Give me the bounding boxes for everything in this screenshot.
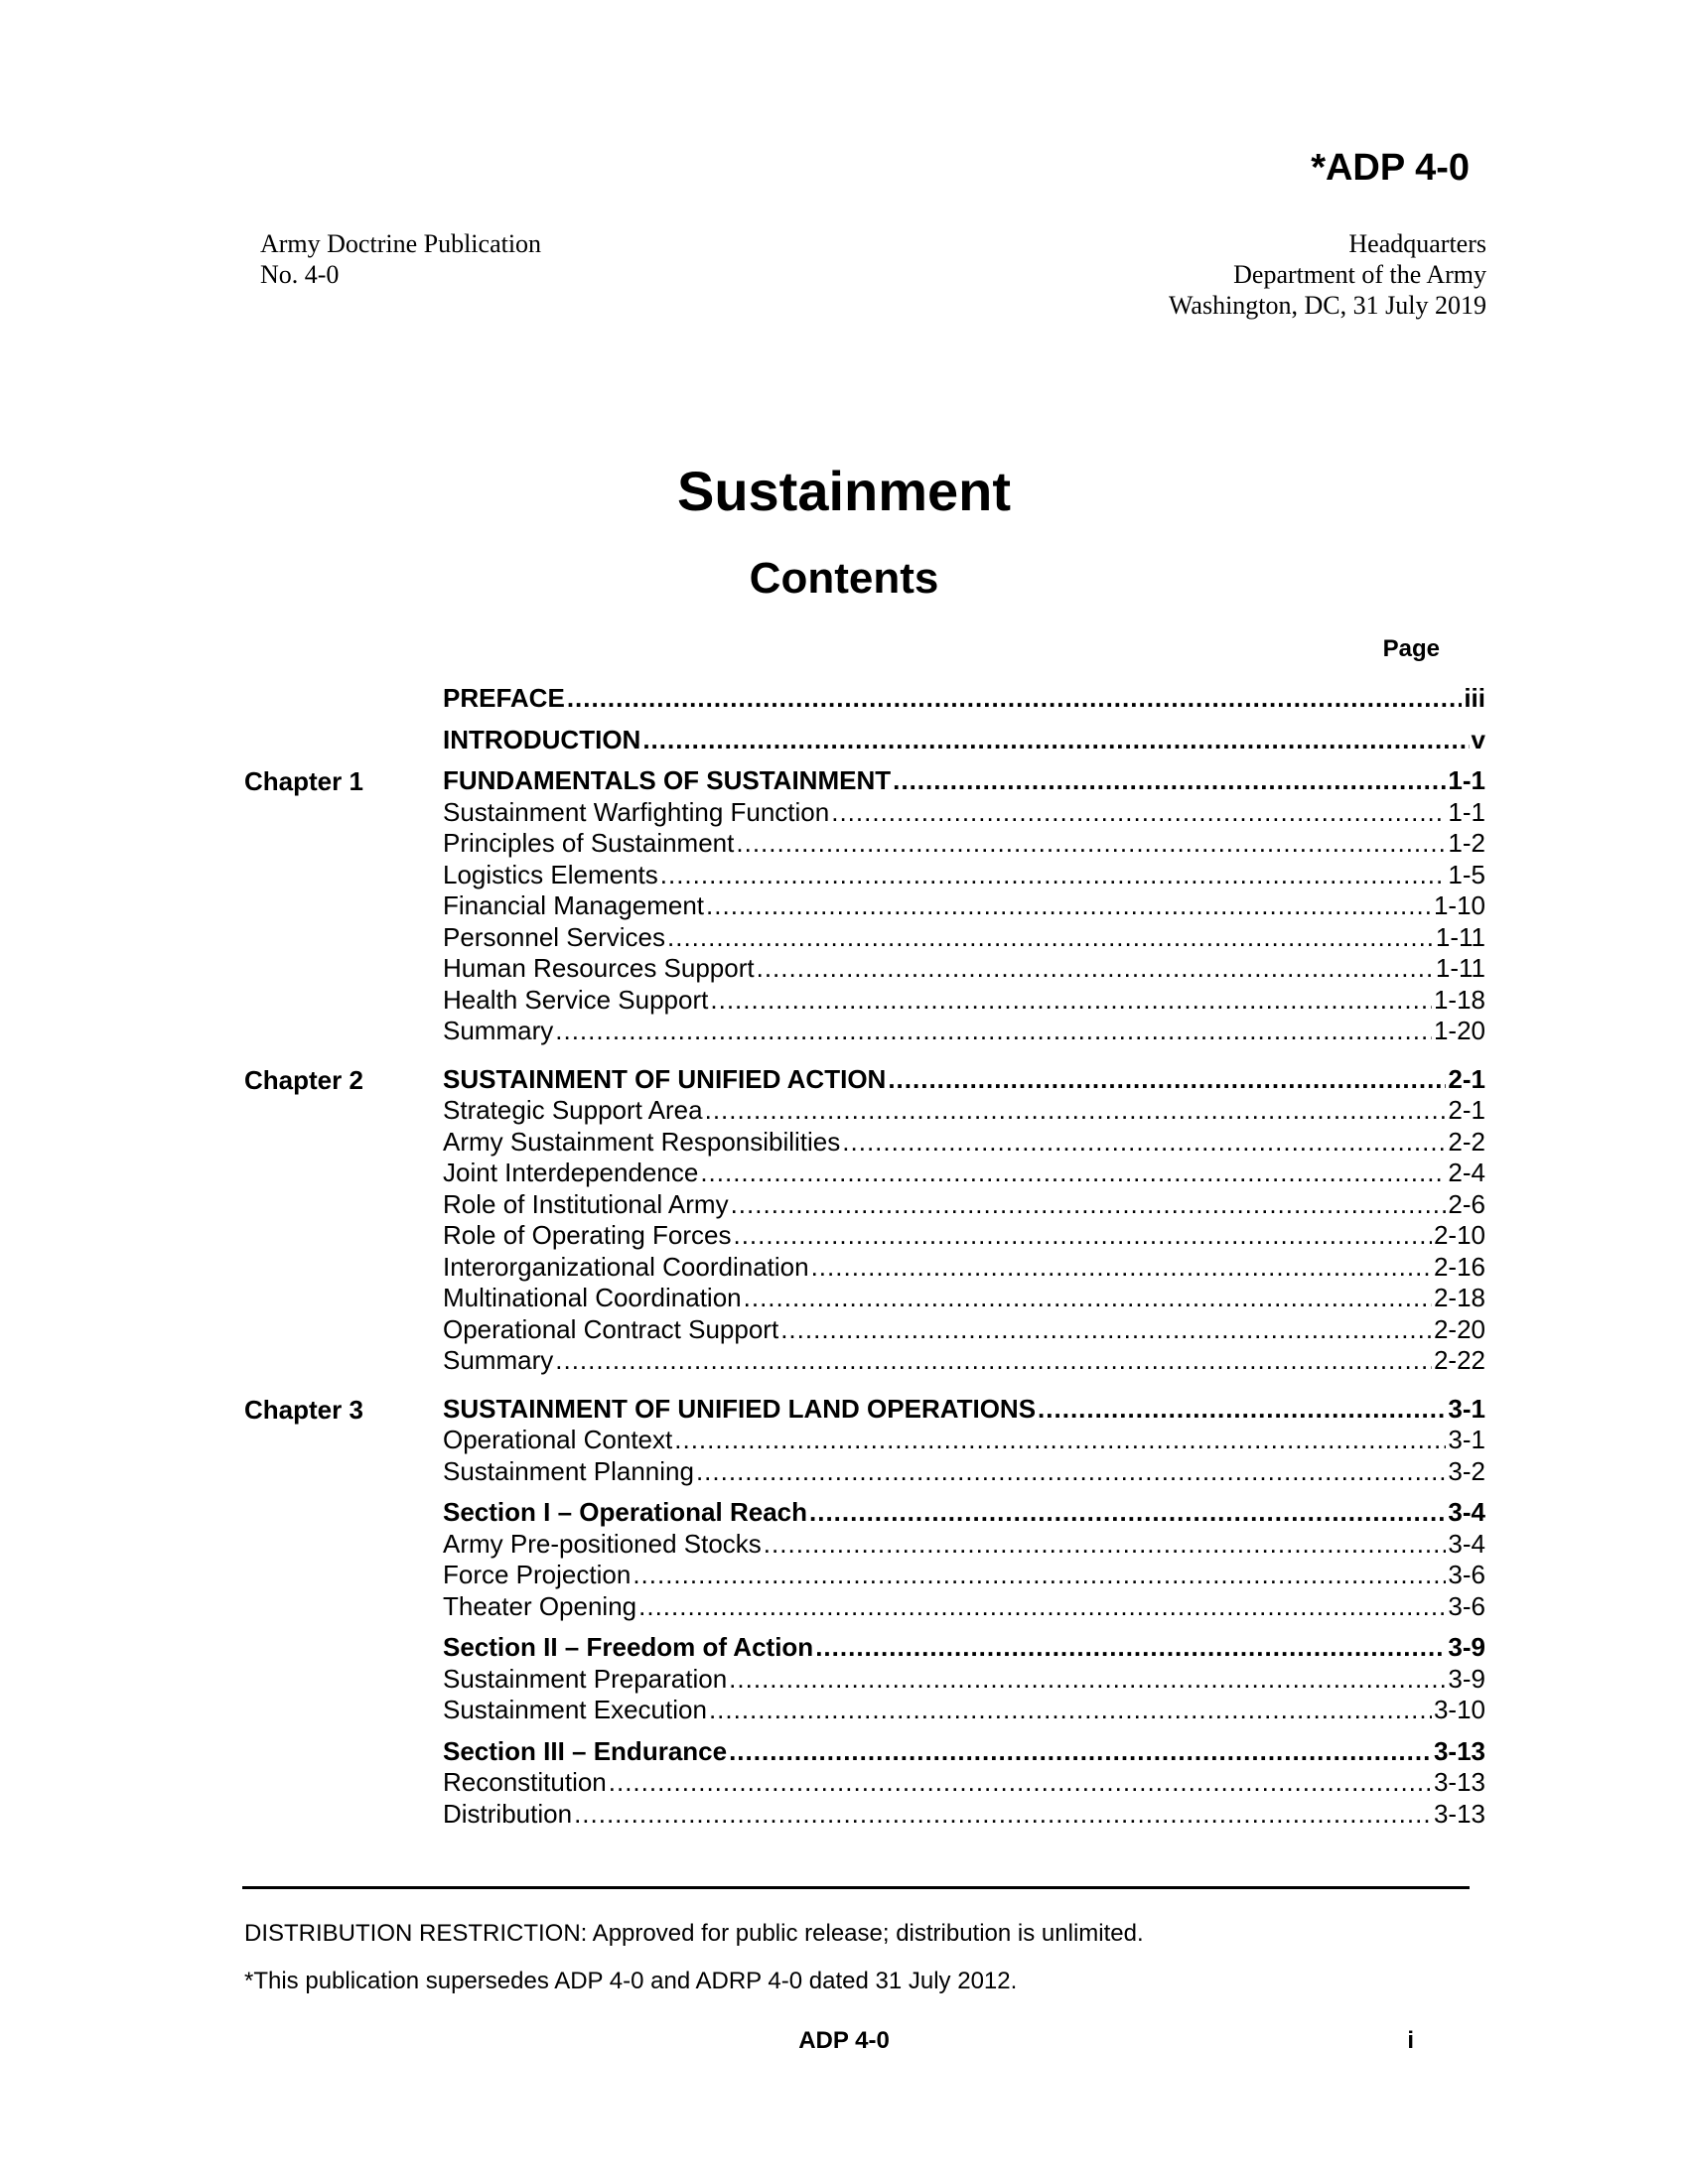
toc-entry[interactable] xyxy=(443,1425,1485,1456)
footnote-divider xyxy=(242,1886,1470,1889)
dot-leader xyxy=(700,1158,1446,1189)
dot-leader xyxy=(831,797,1446,829)
toc-entry-list xyxy=(443,1664,1485,1726)
toc-entry-label: Sustainment Planning xyxy=(443,1455,694,1486)
toc-entry-list xyxy=(443,1425,1485,1487)
issue-date: Washington, DC, 31 July 2019 xyxy=(1168,291,1486,320)
publication-type: Army Doctrine Publication xyxy=(260,229,542,258)
document-id: *ADP 4-0 xyxy=(1311,147,1470,189)
dot-leader xyxy=(811,1252,1432,1284)
toc-entry[interactable] xyxy=(443,1695,1485,1726)
toc-entry-page: 1-2 xyxy=(1448,828,1485,858)
toc-entry[interactable] xyxy=(443,1345,1485,1377)
toc-entry[interactable] xyxy=(443,860,1485,891)
toc-chapter-title[interactable]: SUSTAINMENT OF UNIFIED ACTION ..... 2-1 xyxy=(443,1064,1485,1096)
toc-entry-page: 2-1 xyxy=(1448,1095,1485,1125)
dot-leader xyxy=(638,1591,1446,1623)
footer-doc-id: ADP 4-0 xyxy=(798,2027,890,2054)
toc-entry-label: Logistics Elements xyxy=(443,859,658,889)
toc-entry-label: Strategic Support Area xyxy=(443,1095,703,1125)
issuer-line-1: Headquarters xyxy=(1348,229,1486,258)
toc-chapter-2 xyxy=(244,1064,1485,1377)
toc-entry-page: 2-4 xyxy=(1448,1158,1485,1187)
dot-leader xyxy=(731,1189,1447,1221)
dot-leader xyxy=(555,1345,1432,1377)
toc-entry[interactable] xyxy=(443,1799,1485,1831)
toc-entry[interactable] xyxy=(443,1456,1485,1488)
toc-entry-page: 2-22 xyxy=(1433,1345,1485,1375)
toc-entry-page: 1-5 xyxy=(1448,859,1485,889)
toc-entry-label: Reconstitution xyxy=(443,1767,607,1797)
toc-entry-label: Human Resources Support xyxy=(443,953,755,983)
toc-entry-page: 2-16 xyxy=(1433,1251,1485,1282)
dot-leader xyxy=(744,1283,1432,1314)
toc-entry-page: 1-18 xyxy=(1433,984,1485,1015)
toc-entry-page: 3-6 xyxy=(1448,1560,1485,1589)
toc-entry-page: 3-2 xyxy=(1448,1455,1485,1486)
toc-chapter-3 xyxy=(244,1394,1485,1831)
toc-entry[interactable] xyxy=(443,985,1485,1017)
toc-entry-label: Financial Management xyxy=(443,890,705,920)
toc-entry[interactable] xyxy=(443,828,1485,860)
toc-entry[interactable] xyxy=(443,1127,1485,1159)
toc-entry-page: 2-20 xyxy=(1433,1313,1485,1344)
toc-entry[interactable] xyxy=(443,1560,1485,1591)
dot-leader xyxy=(780,1314,1432,1346)
toc-entry-page: 1-1 xyxy=(1448,796,1485,827)
toc-entry-label: Sustainment Warfighting Function xyxy=(443,796,830,827)
toc-entry[interactable] xyxy=(443,1158,1485,1189)
toc-entry-page: 3-13 xyxy=(1433,1767,1485,1797)
toc-entry-page: 3-9 xyxy=(1448,1663,1485,1694)
dot-leader xyxy=(757,953,1434,985)
toc-entry-label: Theater Opening xyxy=(443,1590,637,1621)
toc-entry-page: 1-20 xyxy=(1433,1016,1485,1045)
toc-entry-label: Role of Operating Forces xyxy=(443,1220,732,1250)
toc-entry[interactable] xyxy=(443,1767,1485,1799)
toc-entry-label: Health Service Support xyxy=(443,984,709,1015)
toc-entry-label: Sustainment Preparation xyxy=(443,1663,728,1694)
toc-entry-list xyxy=(443,1767,1485,1830)
toc-entry[interactable] xyxy=(443,797,1485,829)
document-title: Sustainment xyxy=(676,460,1012,522)
toc-entry-list xyxy=(443,1529,1485,1623)
toc-entry[interactable] xyxy=(443,1283,1485,1314)
table-of-contents xyxy=(244,683,1485,1830)
toc-entry-preface[interactable]: PREFACE ..... iii xyxy=(443,683,1485,715)
publication-number: No. 4-0 xyxy=(260,260,340,289)
toc-front-matter xyxy=(244,683,1485,755)
toc-entry-label: Personnel Services xyxy=(443,921,665,952)
contents-heading: Contents xyxy=(749,554,939,603)
toc-section-title[interactable]: Section I – Operational Reach ..... 3-4 xyxy=(443,1497,1485,1529)
chapter-label: Chapter 1 xyxy=(244,766,363,796)
toc-entry-page: 2-6 xyxy=(1448,1188,1485,1219)
dot-leader xyxy=(736,828,1446,860)
toc-entry[interactable] xyxy=(443,890,1485,922)
toc-entry[interactable] xyxy=(443,1591,1485,1623)
dot-leader xyxy=(667,922,1434,954)
toc-entry-label: Operational Context xyxy=(443,1425,673,1454)
toc-entry-introduction[interactable]: INTRODUCTION ..... v xyxy=(443,725,1485,756)
toc-section-title[interactable]: Section II – Freedom of Action ..... 3-9 xyxy=(443,1632,1485,1664)
dot-leader xyxy=(705,1095,1447,1127)
toc-entry[interactable] xyxy=(443,1095,1485,1127)
toc-section-title[interactable]: Section III – Endurance ..... 3-13 xyxy=(443,1736,1485,1768)
dot-leader xyxy=(764,1529,1447,1561)
toc-entry-list xyxy=(443,797,1485,1047)
toc-entry-page: 1-11 xyxy=(1435,953,1485,983)
chapter-label: Chapter 3 xyxy=(244,1394,363,1425)
toc-chapter-title[interactable]: SUSTAINMENT OF UNIFIED LAND OPERATIONS ..... 3-1 xyxy=(443,1394,1485,1426)
dot-leader xyxy=(706,890,1432,922)
toc-entry[interactable] xyxy=(443,1252,1485,1284)
dot-leader xyxy=(633,1560,1446,1591)
toc-entry-list xyxy=(443,1095,1485,1377)
toc-entry-page: 3-13 xyxy=(1433,1798,1485,1829)
toc-entry[interactable] xyxy=(443,1314,1485,1346)
toc-entry-page: 2-18 xyxy=(1433,1283,1485,1312)
toc-entry-label: Summary xyxy=(443,1345,554,1375)
publication-info xyxy=(260,228,541,290)
toc-entry-page: 3-6 xyxy=(1448,1590,1485,1621)
dot-leader xyxy=(674,1425,1446,1456)
toc-entry[interactable] xyxy=(443,922,1485,954)
toc-entry[interactable] xyxy=(443,1189,1485,1221)
toc-entry-page: 1-10 xyxy=(1433,890,1485,920)
toc-entry-page: 2-10 xyxy=(1433,1220,1485,1250)
dot-leader xyxy=(555,1016,1432,1047)
issuer-info xyxy=(1169,228,1486,321)
toc-entry-label: Army Sustainment Responsibilities xyxy=(443,1126,841,1157)
toc-entry-label: Sustainment Execution xyxy=(443,1695,707,1724)
toc-entry-label: Principles of Sustainment xyxy=(443,828,735,858)
toc-entry[interactable] xyxy=(443,953,1485,985)
toc-entry-label: Operational Contract Support xyxy=(443,1313,779,1344)
toc-entry-page: 3-1 xyxy=(1448,1425,1485,1454)
dot-leader xyxy=(696,1456,1446,1488)
page-column-label: Page xyxy=(1382,635,1440,662)
dot-leader xyxy=(574,1799,1432,1831)
toc-entry-label: Joint Interdependence xyxy=(443,1158,699,1187)
toc-chapter-title[interactable]: FUNDAMENTALS OF SUSTAINMENT ..... 1-1 xyxy=(443,765,1485,797)
toc-entry[interactable] xyxy=(443,1529,1485,1561)
toc-entry-page: 3-10 xyxy=(1433,1695,1485,1724)
dot-leader xyxy=(842,1127,1446,1159)
toc-entry-label: Interorganizational Coordination xyxy=(443,1251,809,1282)
toc-entry[interactable] xyxy=(443,1664,1485,1696)
dot-leader xyxy=(609,1767,1432,1799)
distribution-restriction: DISTRIBUTION RESTRICTION: Approved for public release; distribution is unlimited. xyxy=(244,1920,1144,1947)
issuer-line-2: Department of the Army xyxy=(1233,260,1486,289)
toc-entry[interactable] xyxy=(443,1220,1485,1252)
dot-leader xyxy=(660,860,1447,891)
chapter-label: Chapter 2 xyxy=(244,1064,363,1095)
toc-entry[interactable] xyxy=(443,1016,1485,1047)
toc-entry-page: 1-11 xyxy=(1435,921,1485,952)
dot-leader xyxy=(710,985,1432,1017)
dot-leader xyxy=(709,1695,1432,1726)
supersedes-note: *This publication supersedes ADP 4-0 and ADRP 4-0 dated 31 July 2012. xyxy=(244,1968,1018,1994)
toc-entry-label: Role of Institutional Army xyxy=(443,1188,729,1219)
toc-entry-page: 3-4 xyxy=(1448,1528,1485,1559)
toc-entry-page: 2-2 xyxy=(1448,1126,1485,1157)
toc-entry-label: Distribution xyxy=(443,1798,573,1829)
footer-page-number: i xyxy=(1407,2027,1414,2054)
toc-entry-label: Summary xyxy=(443,1016,554,1045)
toc-entry-label: Army Pre-positioned Stocks xyxy=(443,1528,762,1559)
toc-entry-label: Multinational Coordination xyxy=(443,1283,742,1312)
toc-entry-label: Force Projection xyxy=(443,1560,632,1589)
dot-leader xyxy=(733,1220,1431,1252)
toc-chapter-1 xyxy=(244,765,1485,1047)
dot-leader xyxy=(729,1664,1446,1696)
